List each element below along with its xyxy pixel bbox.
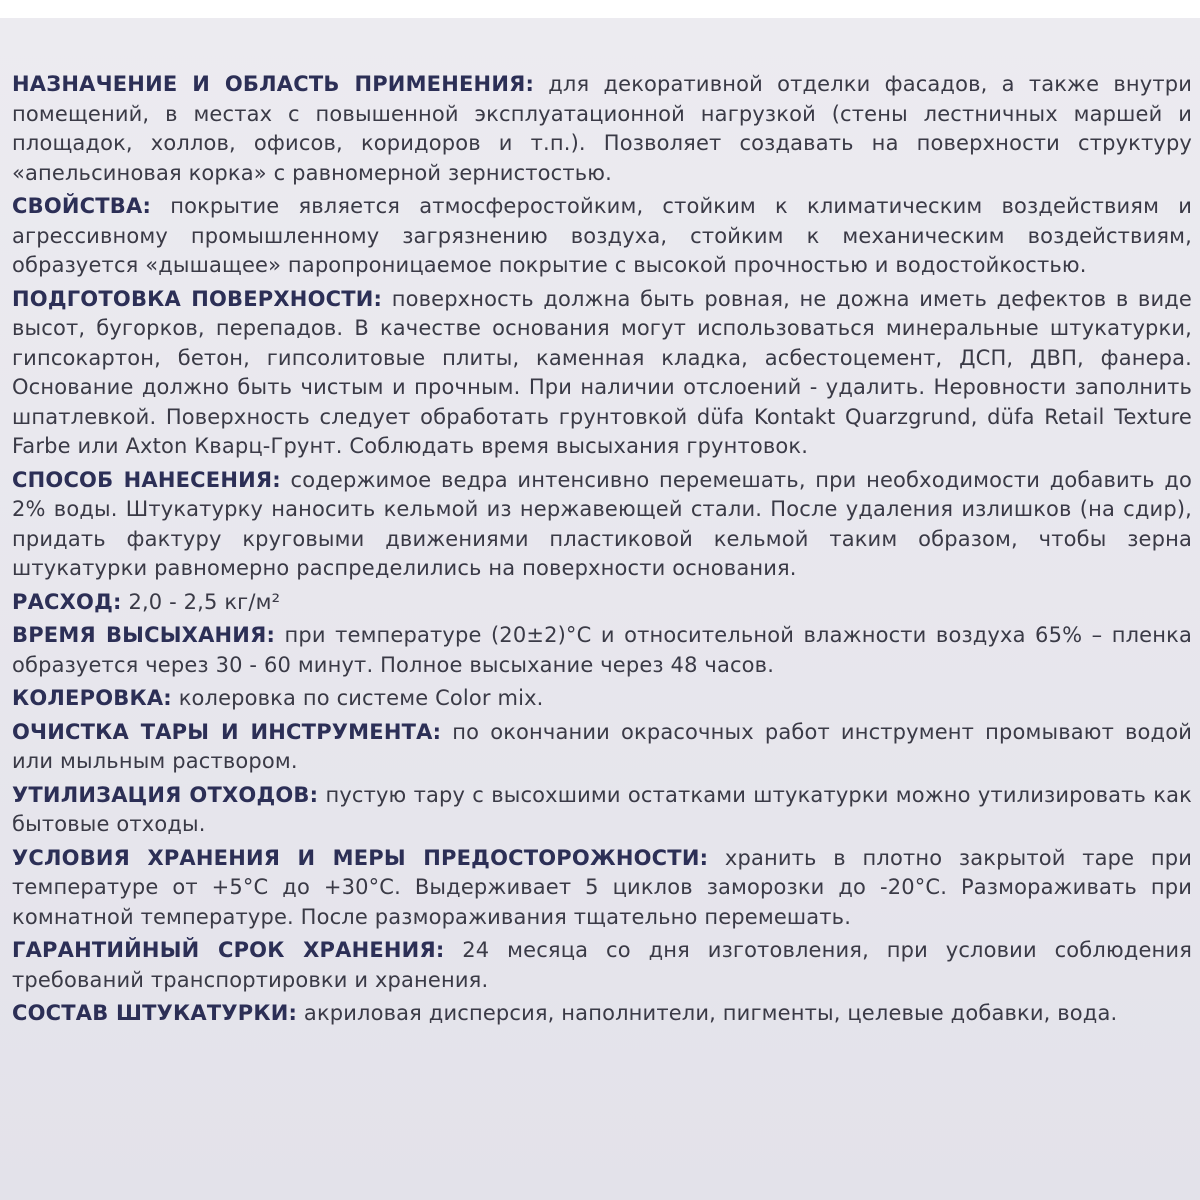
section-text: покрытие является атмосферостойким, стойким к климатическим воздействиям и агрессивному промышленному загрязнению воздуха, стойким к механическим воздействиям, образуется «дышащее» паропроницаемое покрытие с высокой прочностью и водостойкостью.	[12, 194, 1192, 277]
section-text: пустую тару с высохшими остатками штукатурки можно утилизировать как бытовые отходы.	[12, 782, 1192, 836]
section-text: поверхность должна быть ровная, не дожна иметь дефектов в виде высот, бугорков, перепадов. В качестве основания могут использоваться минеральные штукатурки, гипсокартон, бетон, гипсолитовые плиты, каменная кладка, асбестоцемент, ДСП, ДВП, фанера. Основание должно быть чистым и прочным. При наличии отслоений - удалить. Неровности заполнить шпатлевкой. Поверхность следует обработать грунтовкой düfa Kontakt Quarzgrund, düfa Retail Texture Farbe или Axton Кварц-Грунт. Соблюдать время высыхания грунтовок.	[12, 286, 1192, 458]
section-heading: СВОЙСТВА:	[12, 194, 152, 218]
section-text: содержимое ведра интенсивно перемешать, при необходимости добавить до 2% воды. Штукатурку наносить кельмой из нержавеющей стали. После удаления излишков (на сдир), придать фактуру круговыми движениями пластиковой кельмой таким образом, чтобы зерна штукатурки равномерно распределились на поверхности основания.	[12, 467, 1193, 580]
section-surface-preparation	[12, 285, 1192, 462]
section-text: акриловая дисперсия, наполнители, пигменты, целевые добавки, вода.	[303, 1001, 1118, 1025]
section-tinting	[12, 684, 1192, 714]
section-text: при температуре (20±2)°С и относительной влажности воздуха 65% – пленка образуется через 30 - 60 минут. Полное высыхание через 48 часов.	[12, 623, 1192, 677]
section-heading: КОЛЕРОВКА:	[12, 686, 172, 710]
section-text: для декоративной отделки фасадов, а также внутри помещений, в местах с повышенной эксплуатационной нагрузкой (стены лестничных маршей и площадок, холлов, офисов, коридоров и т.п.). Позволяет создавать на поверхности структуру «апельсиновая корка» с равномерной зернистостью.	[12, 72, 1193, 185]
section-text: по окончании окрасочных работ инструмент промывают водой или мыльным раствором.	[12, 719, 1193, 773]
section-heading: НАЗНАЧЕНИЕ И ОБЛАСТЬ ПРИМЕНЕНИЯ:	[12, 72, 535, 96]
section-heading: ГАРАНТИЙНЫЙ СРОК ХРАНЕНИЯ:	[12, 938, 445, 962]
section-application-method	[12, 466, 1192, 584]
section-properties	[12, 192, 1192, 281]
section-heading: СОСТАВ ШТУКАТУРКИ:	[12, 1001, 298, 1025]
section-heading: СПОСОБ НАНЕСЕНИЯ:	[12, 467, 281, 492]
section-text: колеровка по системе Color mix.	[178, 686, 544, 710]
section-composition	[12, 999, 1192, 1029]
section-text: 24 месяца со дня изготовления, при условии соблюдения требований транспортировки и хранения.	[12, 938, 1192, 992]
section-storage	[12, 844, 1192, 933]
section-drying-time	[12, 621, 1192, 680]
section-text: 2,0 - 2,5 кг/м²	[128, 589, 281, 614]
label-text	[12, 70, 1192, 1033]
section-heading: УТИЛИЗАЦИЯ ОТХОДОВ:	[12, 782, 319, 807]
section-consumption	[12, 588, 1192, 618]
section-text: хранить в плотно закрытой таре при температуре от +5°С до +30°С. Выдерживает 5 циклов заморозки до -20°С. Размораживать при комнатной температуре. После размораживания тщательно перемешать.	[12, 845, 1193, 929]
section-shelf-life	[12, 936, 1192, 995]
section-heading: РАСХОД:	[12, 589, 122, 614]
section-heading: ВРЕМЯ ВЫСЫХАНИЯ:	[12, 623, 276, 647]
section-heading: УСЛОВИЯ ХРАНЕНИЯ И МЕРЫ ПРЕДОСТОРОЖНОСТИ:	[12, 845, 709, 870]
section-purpose	[12, 70, 1192, 188]
section-heading: ПОДГОТОВКА ПОВЕРХНОСТИ:	[12, 286, 383, 311]
section-heading: ОЧИСТКА ТАРЫ И ИНСТРУМЕНТА:	[12, 719, 442, 744]
section-disposal	[12, 781, 1192, 840]
section-cleaning	[12, 718, 1192, 777]
